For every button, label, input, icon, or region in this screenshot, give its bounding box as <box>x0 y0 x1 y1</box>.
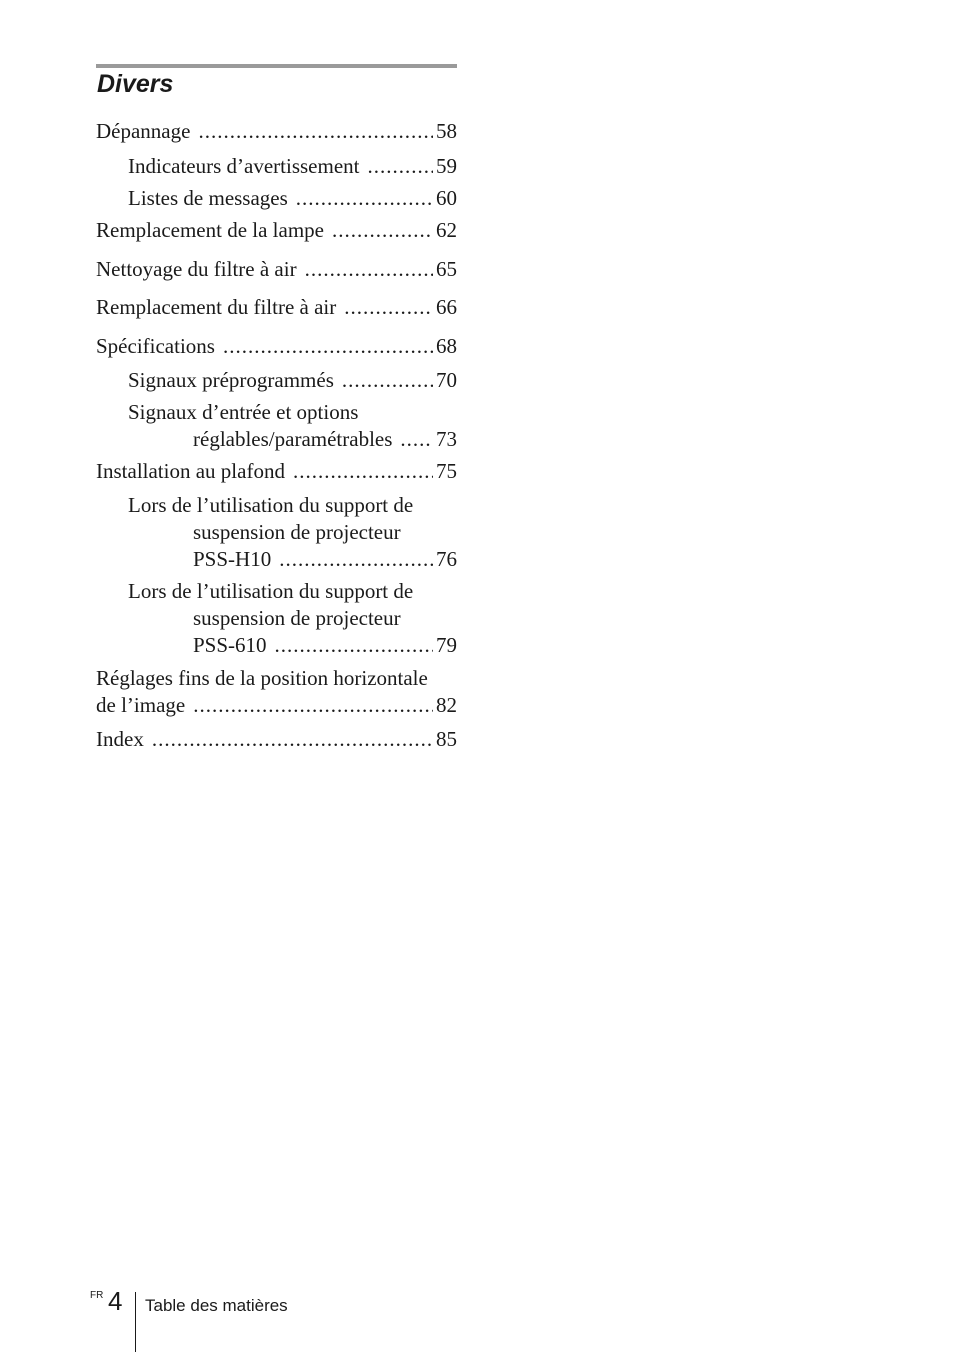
toc-entry-label: Remplacement de la lampe <box>96 218 324 242</box>
toc-entry-label-continued: suspension de projecteur <box>193 520 401 544</box>
dot-leader <box>193 692 433 719</box>
toc-entry-specifications[interactable] <box>96 333 457 360</box>
toc-page-number: 76 <box>436 547 457 571</box>
dot-leader <box>296 185 433 212</box>
toc-page-number: 73 <box>436 427 457 451</box>
toc-entry-remplacement-filtre[interactable] <box>96 294 457 321</box>
toc-entry-label: Installation au plafond <box>96 459 285 483</box>
toc-page-number: 59 <box>436 154 457 178</box>
toc-entry-signaux-entree[interactable] <box>128 399 457 453</box>
toc-page-number: 85 <box>436 727 457 751</box>
toc-page-number: 75 <box>436 459 457 483</box>
toc-entry-label: Indicateurs d’avertissement <box>128 154 360 178</box>
toc-entry-label-continued: PSS-H10 <box>193 547 272 571</box>
toc-entry-label-continued: réglables/paramétrables <box>193 427 393 451</box>
toc-entry-reglages-position[interactable] <box>96 665 457 719</box>
toc-entry-label: Dépannage <box>96 119 191 143</box>
toc-entry-label: Listes de messages <box>128 186 288 210</box>
toc-entry-installation-plafond[interactable] <box>96 458 457 485</box>
toc-entry-indicateurs[interactable] <box>128 153 457 180</box>
dot-leader <box>279 546 433 573</box>
dot-leader <box>152 726 433 753</box>
footer-section-title: Table des matières <box>145 1296 288 1315</box>
toc-entry-support-pss-610[interactable] <box>128 578 457 659</box>
dot-leader <box>332 217 433 244</box>
footer-language-code: FR <box>90 1290 104 1301</box>
toc-entry-label: Index <box>96 727 144 751</box>
toc-page-number: 60 <box>436 186 457 210</box>
footer-page-number: 4 <box>108 1286 123 1316</box>
toc-entry-label-continued: suspension de projecteur <box>193 606 401 630</box>
toc-entry-label-continued: PSS-610 <box>193 633 267 657</box>
toc-entry-signaux-preprogrammes[interactable] <box>128 367 457 394</box>
toc-entry-label: Signaux préprogrammés <box>128 368 334 392</box>
toc-entry-depannage[interactable] <box>96 118 457 145</box>
toc-page-number: 65 <box>436 257 457 281</box>
toc-entry-label: Lors de l’utilisation du support de <box>128 493 414 517</box>
toc-entry-index[interactable] <box>96 726 457 753</box>
dot-leader <box>275 632 433 659</box>
toc-page-number: 62 <box>436 218 457 242</box>
toc-entry-label: Remplacement du filtre à air <box>96 295 337 319</box>
toc-page-number: 82 <box>436 693 457 717</box>
dot-leader <box>400 426 433 453</box>
toc-page-number: 70 <box>436 368 457 392</box>
footer-divider <box>135 1292 136 1352</box>
toc-entry-label-continued: de l’image <box>96 693 186 717</box>
dot-leader <box>344 294 433 321</box>
dot-leader <box>368 153 434 180</box>
toc-page-number: 79 <box>436 633 457 657</box>
toc-page-number: 68 <box>436 334 457 358</box>
toc-entry-label: Lors de l’utilisation du support de <box>128 579 414 603</box>
dot-leader <box>223 333 433 360</box>
toc-entry-remplacement-lampe[interactable] <box>96 217 457 244</box>
toc-entry-label: Nettoyage du filtre à air <box>96 257 297 281</box>
dot-leader <box>342 367 433 394</box>
dot-leader <box>198 118 433 145</box>
toc-entry-listes-messages[interactable] <box>128 185 457 212</box>
toc-entry-label: Spécifications <box>96 334 215 358</box>
dot-leader <box>305 256 433 283</box>
toc-entry-nettoyage-filtre[interactable] <box>96 256 457 283</box>
toc-page-number: 58 <box>436 119 457 143</box>
toc-page-number: 66 <box>436 295 457 319</box>
toc-entry-label: Signaux d’entrée et options <box>128 400 359 424</box>
dot-leader <box>293 458 433 485</box>
toc-entry-label: Réglages fins de la position horizontale <box>96 666 428 690</box>
section-title: Divers <box>97 70 174 98</box>
toc-entry-support-pss-h10[interactable] <box>128 492 457 573</box>
